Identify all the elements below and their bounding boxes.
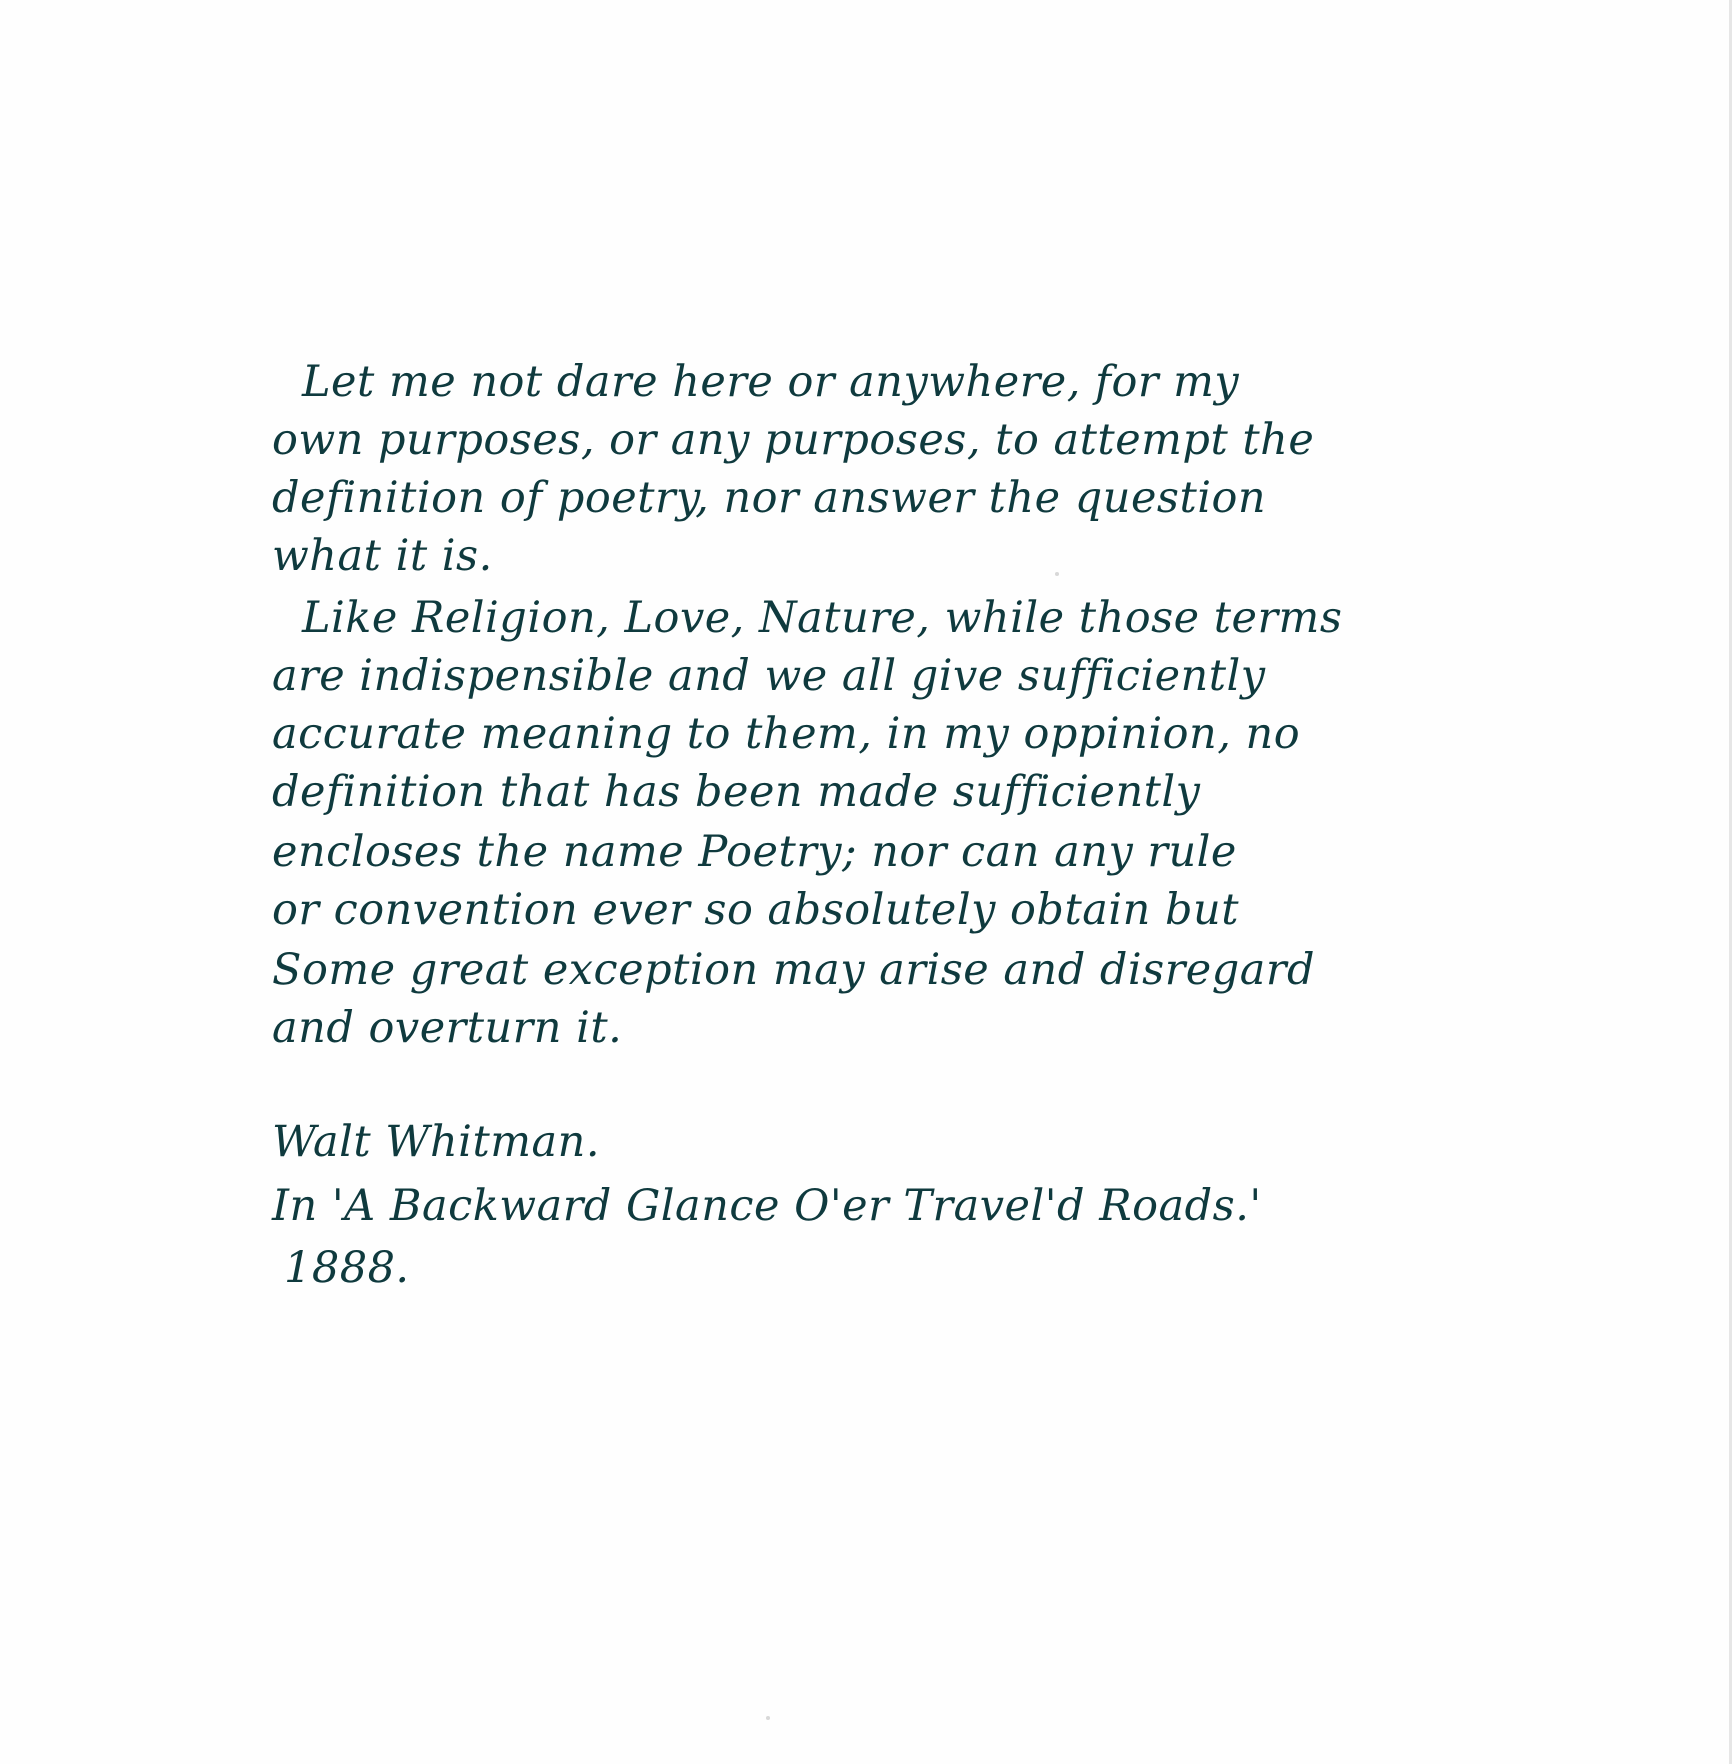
quote-line: are indispensible and we all give sufficiently [272, 651, 1266, 701]
quote-line: definition of poetry, nor answer the question [272, 473, 1267, 523]
quote-line: own purposes, or any purposes, to attempt the [272, 415, 1315, 465]
quote-line: and overturn it. [272, 1003, 623, 1053]
quote-line: or convention ever so absolutely obtain but [272, 885, 1239, 935]
author-signature: Walt Whitman. [272, 1117, 600, 1167]
source-title: In 'A Backward Glance O'er Travel'd Roads.' [272, 1181, 1262, 1231]
paper-speck [766, 1716, 770, 1720]
quote-line: encloses the name Poetry; nor can any rule [272, 827, 1237, 877]
quote-line: Like Religion, Love, Nature, while those terms [302, 593, 1343, 643]
quote-line: Some great exception may arise and disregard [272, 945, 1315, 995]
paper-speck [1055, 572, 1059, 576]
quote-line: Let me not dare here or anywhere, for my [302, 357, 1240, 407]
quote-line: accurate meaning to them, in my oppinion, no [272, 709, 1301, 759]
publication-year: 1888. [284, 1243, 410, 1293]
quote-line: what it is. [272, 531, 493, 581]
quote-line: definition that has been made sufficiently [272, 767, 1201, 817]
